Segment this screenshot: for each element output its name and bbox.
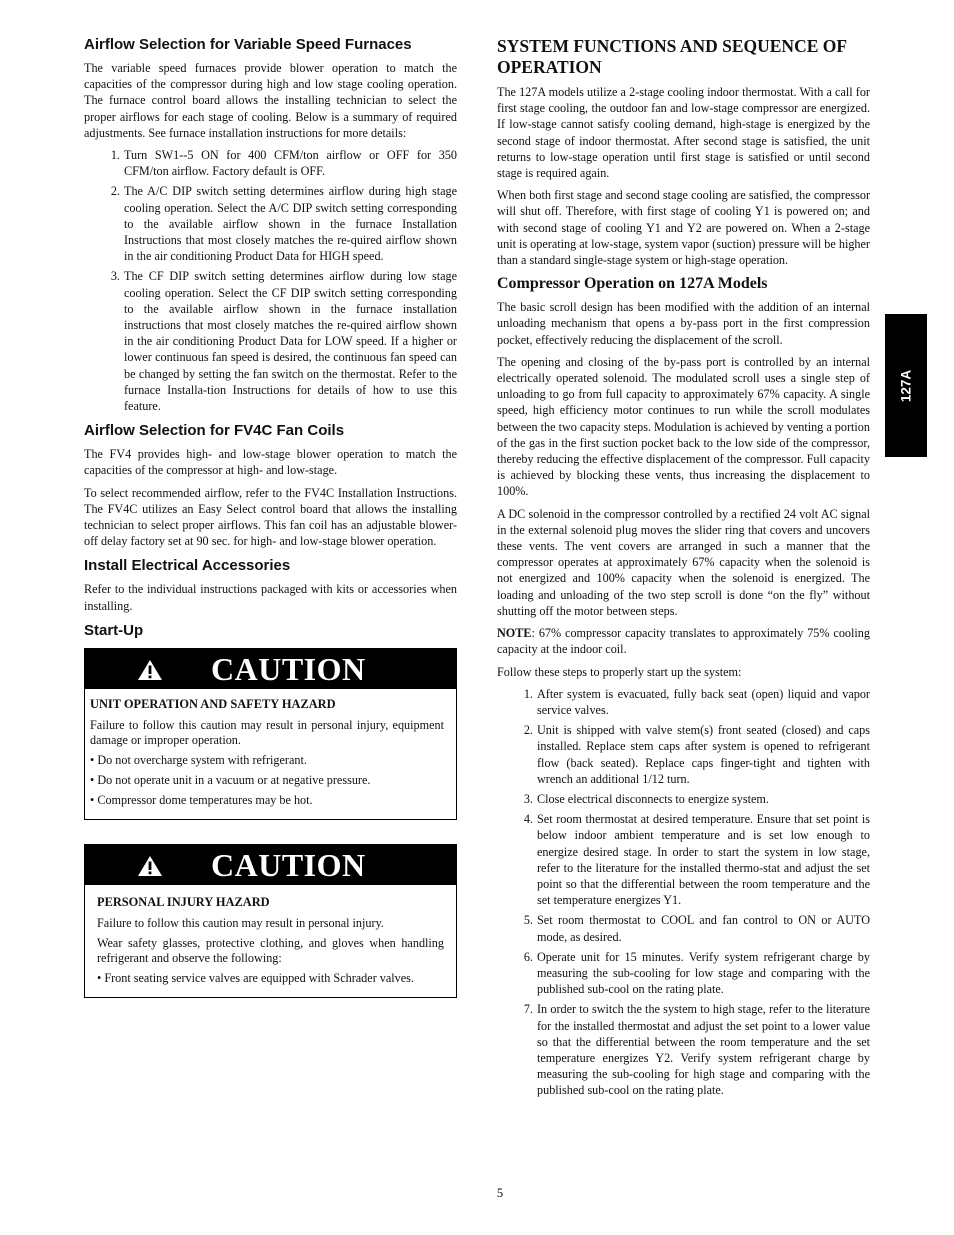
side-tab xyxy=(885,314,927,457)
list-item: 1. Turn SW1--5 ON for 400 CFM/ton airflow or OFF for 350 CFM/ton airflow. Factory default is OFF. xyxy=(123,147,457,179)
caution-body xyxy=(85,885,456,997)
list-item: 7. In order to switch the the system to high stage, refer to the literature for the installed thermostat and adjust the set point to a lower value so that the differential between the room temperature and the set temperature energizes Y2. Verify system refrigerant charge by measuring the sub-cooling for high stage and comparing with the published sub-cool on the rating plate. xyxy=(536,1001,870,1098)
caution-text: Failure to follow this caution may result in personal injury, equipment damage or improper operation. xyxy=(90,717,444,747)
paragraph: The basic scroll design has been modified with the addition of an internal unloading mechanism that opens a by-pass port in the first compression pocket, effectively reducing the displacement of the scroll. xyxy=(497,300,870,347)
caution-bullet: • Compressor dome temperatures may be hot. xyxy=(90,792,313,807)
list-item: 4. Set room thermostat at desired temperature. Ensure that set point is below indoor ambient temperature and is set low enough to energize desired stage. In order to start the system in low stage, refer to the literature for the installed thermo-stat and adjust the set point so that the differential between the room temperature and the set temperature energizes Y1. xyxy=(536,811,870,908)
caution-box-personal-injury xyxy=(84,844,457,998)
paragraph: The variable speed furnaces provide blower operation to match the capacities of the compressor during high and low stage cooling operation. The furnace control board allows the installing technician to select the proper airflows for each stage of cooling. Below is a summary of required adjustments. See furnace installation instructions for more details: xyxy=(84,61,457,140)
right-column xyxy=(497,36,870,1105)
paragraph: When both first stage and second stage cooling are satisfied, the compressor will shut off. Therefore, with first stage of cooling Y1 is powered on; and with second stage of cooling Y1 and Y2 are powered on. When a 2-stage unit is operating at low-stage, system vapor (suction) pressure will be higher than a standard single-stage system or high-stage operation. xyxy=(497,188,870,268)
paragraph: The 127A models utilize a 2-stage cooling indoor thermostat. With a call for first stage cooling, the outdoor fan and low-stage compressor are energized. If low-stage cannot satisfy cooling demand, high-stage is energized by the second stage of indoor thermostat. After second stage is satisfied, the unit returns to low-stage operation until first stage is satisfied or until second stage is required again. xyxy=(497,85,870,181)
caution-bullet: • Front seating service valves are equipped with Schrader valves. xyxy=(97,970,414,985)
list-item: 2. The A/C DIP switch setting determines airflow during high stage cooling operation. Select the A/C DIP switch setting corresponding to the available airflow shown in the furnace Installation Instructions that most closely matches the re-quired airflow shown in the air conditioning Product Data for HIGH speed. xyxy=(123,183,457,264)
list-item: 2. Unit is shipped with valve stem(s) front seated (closed) and caps installed. Replace stem caps after system is opened to refrigerant flow (back seated). Replace caps finger-tight and tighten with wrench an additional 1/12 turn. xyxy=(536,722,870,787)
furnace-adjustment-list xyxy=(84,147,457,414)
paragraph: Refer to the individual instructions packaged with kits or accessories when installing. xyxy=(84,582,457,613)
warning-triangle-icon xyxy=(137,659,163,681)
note-label: NOTE xyxy=(497,626,532,641)
caution-bullet: • Do not operate unit in a vacuum or at negative pressure. xyxy=(90,772,371,787)
paragraph: The opening and closing of the by-pass port is controlled by an internal electrically operated solenoid. The modulated scroll uses a single step of unloading to go from full capacity to approximately 67% capacity. A single speed, high efficiency motor continues to run while the scroll modulates between the two capacity steps. Modulation is achieved by venting a portion of the gas in the first suction pocket back to the low side of the compressor, thereby reducing the effective displacement of the compressor. Full capacity is achieved by blocking these vents, thus increasing the displacement to 100%. xyxy=(497,354,870,499)
caution-banner xyxy=(85,845,456,885)
caution-text: Failure to follow this caution may result in personal injury. xyxy=(97,915,384,930)
caution-box-unit-operation xyxy=(84,648,457,820)
list-item: 1. After system is evacuated, fully back seat (open) liquid and vapor service valves. xyxy=(536,686,870,718)
paragraph: A DC solenoid in the compressor controlled by a rectified 24 volt AC signal in the external solenoid plug moves the slider ring that covers and uncovers these vents. The vent covers are arranged in such a manner that the compressor operates at approximately 67% capacity when the solenoid is not energized and 100% capacity when the solenoid is energized. The loading and unloading of the two step scroll is done “on the fly” without shutting off the motor between steps. xyxy=(497,506,870,618)
hazard-title: PERSONAL INJURY HAZARD xyxy=(97,894,270,909)
caution-title: CAUTION xyxy=(211,846,366,883)
warning-triangle-icon xyxy=(137,855,163,877)
caution-bullet: • Do not overcharge system with refrigerant. xyxy=(90,752,307,767)
section-heading-fv4c-fan-coils: Airflow Selection for FV4C Fan Coils xyxy=(84,422,345,440)
section-heading-electrical-accessories: Install Electrical Accessories xyxy=(84,557,291,575)
section-heading-start-up: Start-Up xyxy=(84,621,144,639)
left-column xyxy=(84,36,457,998)
caution-body xyxy=(85,689,456,819)
list-item: 3. Close electrical disconnects to energize system. xyxy=(536,791,870,807)
list-item: 3. The CF DIP switch setting determines airflow during low stage cooling operation. Select the CF DIP switch setting corresponding to the available airflow shown in the furnace installation instructions that most closely matches the re-quired airflow shown in the air conditioning Product Data for LOW speed. If a higher or lower continuous fan speed is desired, the continuous fan speed can be changed by setting the fan switch on the thermostat. Refer to the furnace Installa-tion Instructions for details of how to use this feature. xyxy=(123,268,457,414)
hazard-title: UNIT OPERATION AND SAFETY HAZARD xyxy=(90,696,336,711)
paragraph: The FV4 provides high- and low-stage blower operation to match the capacities of the compressor at high- and low-stage. xyxy=(84,447,457,478)
startup-steps-list xyxy=(497,686,870,1099)
paragraph: Follow these steps to properly start up the system: xyxy=(497,664,742,679)
section-heading-variable-speed-furnaces: Airflow Selection for Variable Speed Furnaces xyxy=(84,36,412,53)
caution-title: CAUTION xyxy=(211,650,366,687)
section-heading-compressor-operation: Compressor Operation on 127A Models xyxy=(497,275,768,293)
list-item: 5. Set room thermostat to COOL and fan control to ON or AUTO mode, as desired. xyxy=(536,912,870,944)
side-tab-label: 127A xyxy=(898,369,914,402)
note-text: : 67% compressor capacity translates to approximately 75% cooling capacity at the indoor coil. xyxy=(497,626,870,657)
page-number: 5 xyxy=(496,1186,504,1200)
caution-banner xyxy=(85,649,456,689)
section-heading-system-functions: SYSTEM FUNCTIONS AND SEQUENCE OF OPERATION xyxy=(497,36,847,77)
paragraph: To select recommended airflow, refer to the FV4C Installation Instructions. The FV4C utilizes an Easy Select control board that allows the installing technician to select proper airflows. This fan coil has an adjustable blower-off delay factory set at 90 sec. for high- and low-stage blower operation. xyxy=(84,485,457,549)
caution-text: Wear safety glasses, protective clothing, and gloves when handling refrigerant and observe the following: xyxy=(97,935,444,965)
list-item: 6. Operate unit for 15 minutes. Verify system refrigerant charge by measuring the sub-cooling for low stage and comparing with the published sub-cool on the rating plate. xyxy=(536,949,870,998)
note-paragraph xyxy=(497,625,870,657)
